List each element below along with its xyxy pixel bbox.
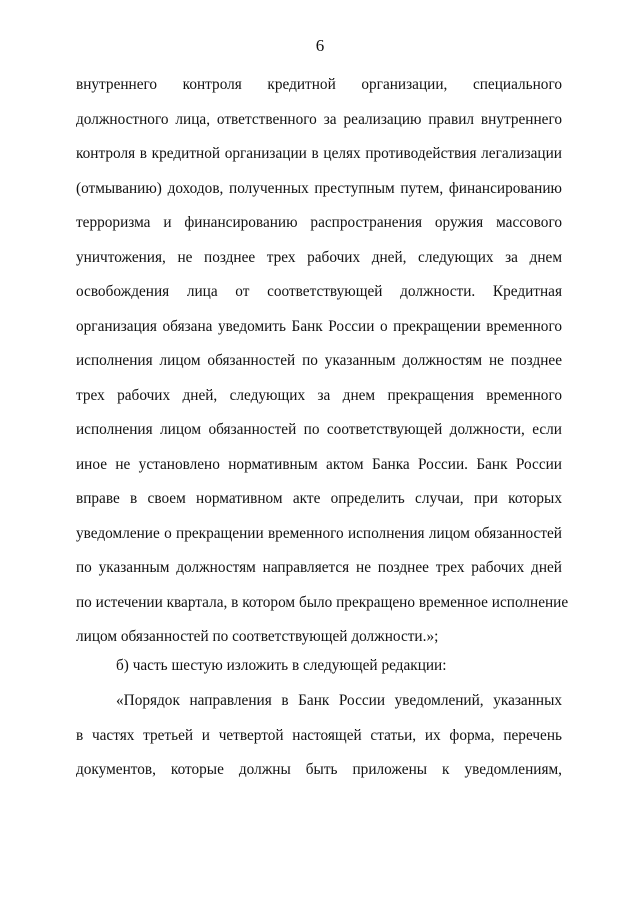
text-line: в частях третьей и четвертой настоящей статьи, их форма, перечень: [76, 726, 562, 744]
text-line: трех рабочих дней, следующих за днем прекращения временного: [76, 386, 562, 404]
text-line: исполнения лицом обязанностей по соответствующей должности, если: [76, 421, 562, 438]
text-line: исполнения лицом обязанностей по указанным должностям не позднее: [76, 352, 562, 369]
text-line: организация обязана уведомить Банк России о прекращении временного: [76, 317, 562, 335]
paragraph-amendment-b: [76, 655, 562, 690]
text-line: иное не установлено нормативным актом Банка России. Банк России: [76, 455, 562, 473]
text-line: документов, которые должны быть приложены к уведомлениям,: [76, 761, 562, 778]
paragraph-continuation: [76, 74, 569, 661]
text-line: вправе в своем нормативном акте определить случаи, при которых: [76, 490, 562, 507]
text-line: по истечении квартала, в котором было прекращено временное исполнение: [76, 593, 569, 611]
text-line: внутреннего контроля кредитной организации, специального: [76, 76, 562, 93]
text-line: лицом обязанностей по соответствующей должности.»;: [76, 628, 439, 645]
paragraph-quoted-text: [76, 690, 562, 794]
text-line: б) часть шестую изложить в следующей редакции:: [116, 657, 447, 674]
text-line: уничтожения, не позднее трех рабочих дней, следующих за днем: [76, 248, 562, 266]
text-line: уведомление о прекращении временного исполнения лицом обязанностей: [76, 524, 562, 542]
text-line: должностного лица, ответственного за реализацию правил внутреннего: [76, 110, 562, 128]
text-line: терроризма и финансированию распространения оружия массового: [76, 214, 562, 231]
text-line: по указанным должностям направляется не позднее трех рабочих дней: [76, 559, 562, 576]
text-line: «Порядок направления в Банк России уведомлений, указанных: [116, 692, 562, 709]
page-number: 6: [315, 36, 325, 55]
text-line: (отмыванию) доходов, полученных преступным путем, финансированию: [76, 179, 562, 197]
text-line: освобождения лица от соответствующей должности. Кредитная: [76, 283, 562, 300]
text-line: контроля в кредитной организации в целях противодействия легализации: [76, 145, 562, 162]
